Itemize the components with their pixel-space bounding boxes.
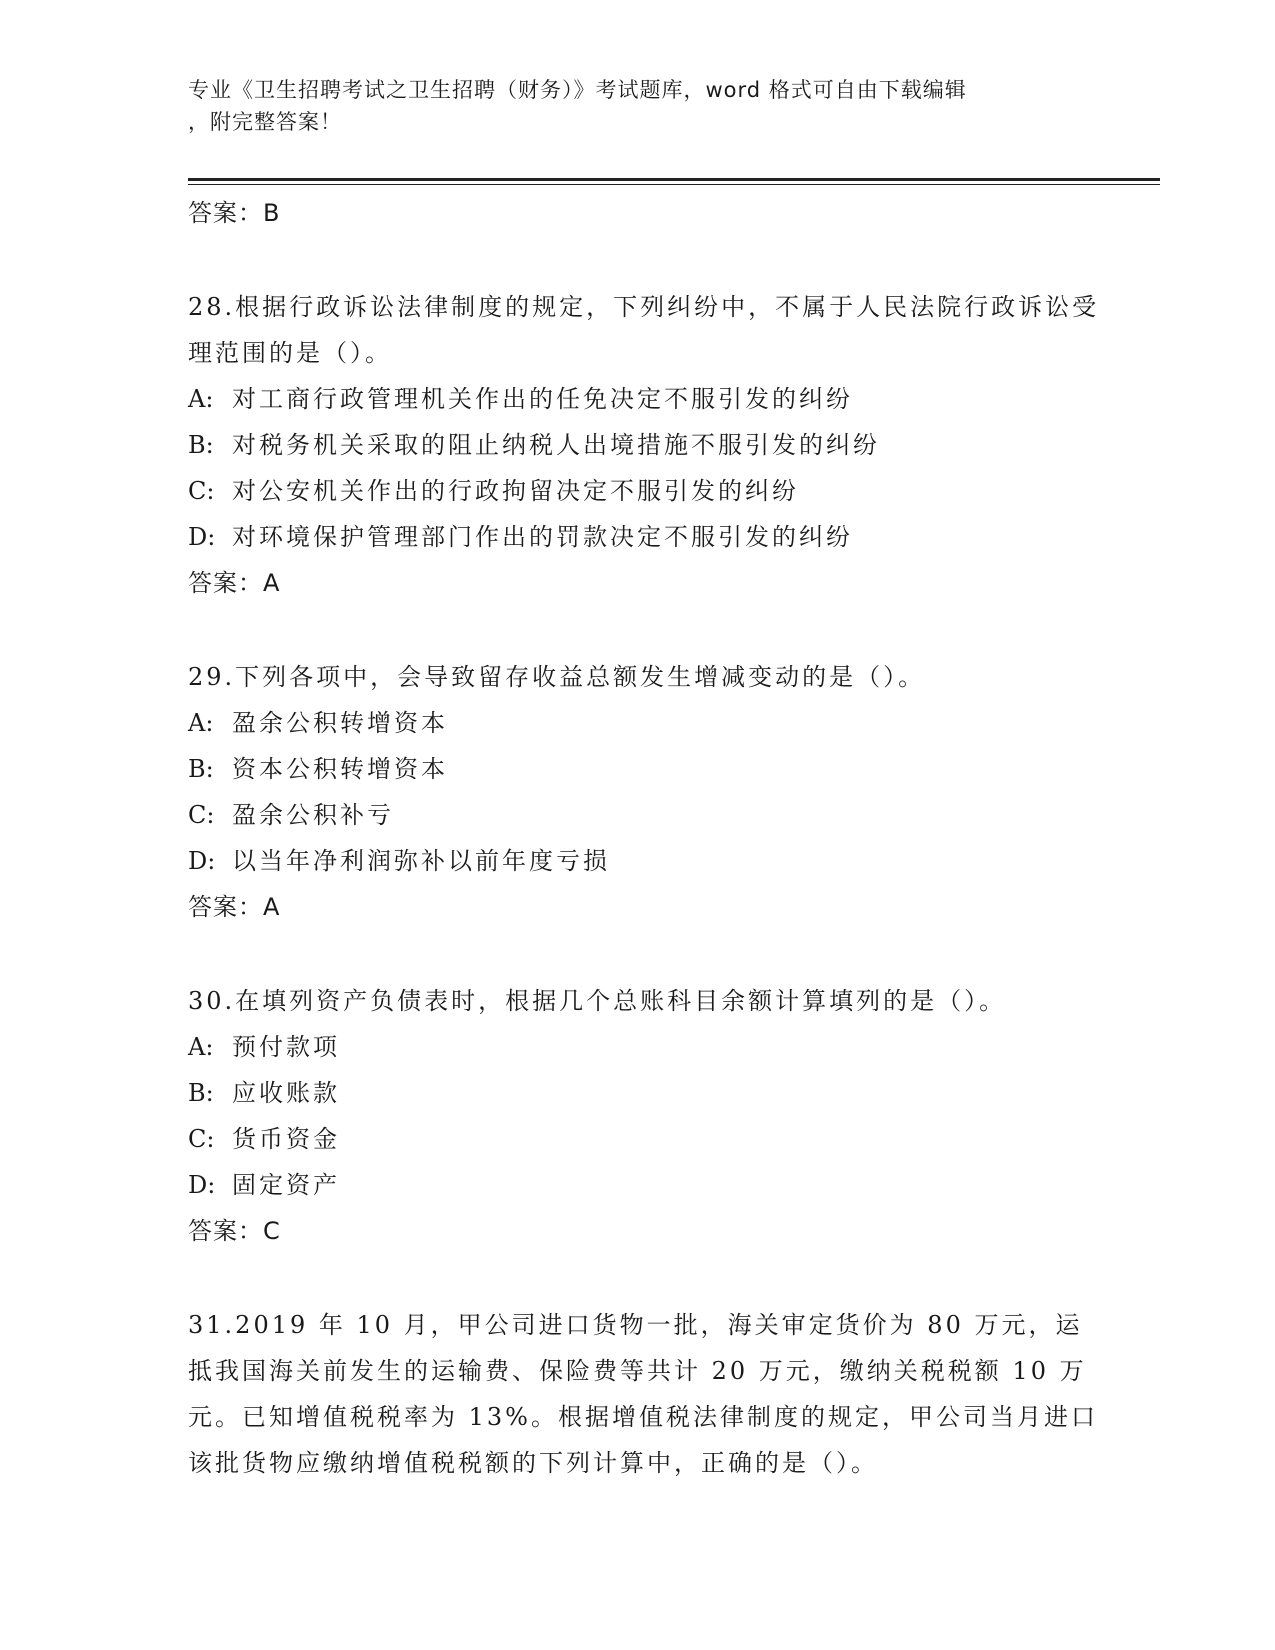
question-text: 30.在填列资产负债表时，根据几个总账科目余额计算填列的是（）。 (188, 987, 1007, 1015)
option-text: 对工商行政管理机关作出的任免决定不服引发的纠纷 (232, 385, 853, 413)
option-text: 以当年净利润弥补以前年度亏损 (232, 847, 610, 875)
option-text: 盈余公积补亏 (232, 801, 394, 829)
question-list (188, 190, 1108, 1486)
spacer (188, 236, 1108, 284)
option-text: 对环境保护管理部门作出的罚款决定不服引发的纠纷 (232, 523, 853, 551)
spacer (188, 606, 1108, 654)
option-letter: A: (188, 1033, 214, 1061)
option-letter: A: (188, 709, 214, 737)
header-divider-thin (188, 184, 1160, 185)
option-text: 货币资金 (232, 1125, 340, 1153)
option-text: 预付款项 (232, 1033, 340, 1061)
answer-line: 答案：B (188, 199, 281, 227)
option-letter: A: (188, 385, 214, 413)
answer-line: 答案：A (188, 893, 281, 921)
option-text: 对税务机关采取的阻止纳税人出境措施不服引发的纠纷 (232, 431, 880, 459)
answer-line: 答案：C (188, 1217, 281, 1245)
answer-line: 答案：A (188, 569, 281, 597)
spacer (188, 930, 1108, 978)
header-line-2: ，附完整答案！ (188, 110, 342, 134)
question-text: 28.根据行政诉讼法律制度的规定，下列纠纷中，不属于人民法院行政诉讼受理范围的是（）。 (188, 293, 1100, 367)
question-text: 31.2019 年 10 月，甲公司进口货物一批，海关审定货价为 80 万元，运抵我国海关前发生的运输费、保险费等共计 20 万元，缴纳关税税额 10 万元。已知增值税税率为 13%。根据增值税法律制度的规定，甲公司当月进口该批货物应缴纳增值税税额的下列计算中，正确的是（）。 (188, 1311, 1098, 1477)
option-a (188, 700, 1108, 746)
option-letter: D: (188, 847, 216, 875)
question-28 (188, 284, 1108, 606)
option-a (188, 376, 1108, 422)
option-text: 固定资产 (232, 1171, 340, 1199)
option-d (188, 514, 1108, 560)
option-c (188, 1116, 1108, 1162)
question-text: 29.下列各项中，会导致留存收益总额发生增减变动的是（）。 (188, 663, 926, 691)
option-b (188, 422, 1108, 468)
question-31 (188, 1302, 1108, 1486)
option-letter: C: (188, 477, 215, 505)
question-30 (188, 978, 1108, 1254)
option-a (188, 1024, 1108, 1070)
option-c (188, 468, 1108, 514)
option-b (188, 1070, 1108, 1116)
option-letter: D: (188, 523, 216, 551)
header-line-1: 专业《卫生招聘考试之卫生招聘（财务）》考试题库，word 格式可自由下载编辑 (188, 78, 967, 102)
option-d (188, 838, 1108, 884)
option-letter: C: (188, 1125, 215, 1153)
document-header (188, 74, 1068, 138)
option-letter: D: (188, 1171, 216, 1199)
question-29 (188, 654, 1108, 930)
option-b (188, 746, 1108, 792)
spacer (188, 1254, 1108, 1302)
option-text: 对公安机关作出的行政拘留决定不服引发的纠纷 (232, 477, 799, 505)
option-letter: C: (188, 801, 215, 829)
option-letter: B: (188, 1079, 214, 1107)
option-text: 盈余公积转增资本 (232, 709, 448, 737)
option-text: 资本公积转增资本 (232, 755, 448, 783)
option-c (188, 792, 1108, 838)
option-text: 应收账款 (232, 1079, 340, 1107)
option-d (188, 1162, 1108, 1208)
option-letter: B: (188, 431, 214, 459)
option-letter: B: (188, 755, 214, 783)
header-divider-thick (188, 178, 1160, 181)
